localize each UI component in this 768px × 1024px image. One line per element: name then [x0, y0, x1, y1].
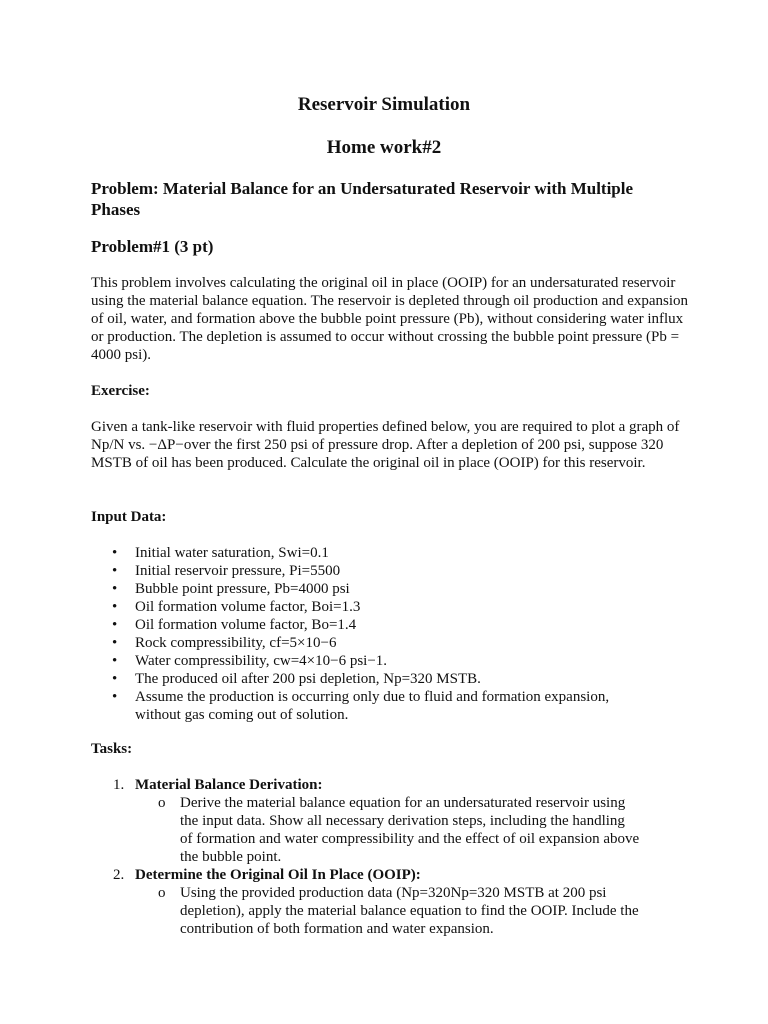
task-number: 2.: [113, 867, 125, 883]
bullet-icon: •: [112, 599, 118, 615]
input-data-label: Input Data:: [91, 509, 167, 525]
subtask-list: [135, 794, 661, 866]
exercise-paragraph: Given a tank-like reservoir with fluid properties defined below, you are required to plot a graph of Np/N vs. −ΔP−over the first 250 psi of pressure drop. After a depletion of 200 psi, suppose 320 MSTB of oil has been produced. Calculate the original oil in place (OOIP) for this reservoir.: [91, 419, 680, 471]
subtask-item: [135, 884, 640, 938]
list-item-text: Water compressibility, cw=4×10−6 psi−1.: [135, 653, 388, 669]
list-item: [91, 544, 651, 562]
task-title: Determine the Original Oil In Place (OOIP):: [135, 867, 421, 883]
bullet-icon: •: [112, 635, 118, 651]
task-item: [91, 776, 661, 866]
list-item: [91, 634, 651, 652]
list-item: [91, 670, 651, 688]
bullet-icon: •: [112, 545, 118, 561]
task-number: 1.: [113, 777, 125, 793]
subtask-item: [135, 794, 640, 866]
document-subtitle: Home work#2: [326, 137, 442, 158]
circle-bullet-icon: o: [158, 885, 166, 901]
input-data-list: [91, 544, 651, 724]
bullet-icon: •: [112, 671, 118, 687]
problem1-heading: Problem#1 (3 pt): [91, 237, 214, 256]
list-item: [91, 616, 651, 634]
bullet-icon: •: [112, 563, 118, 579]
list-item: [91, 598, 651, 616]
list-item: [91, 580, 651, 598]
intro-paragraph: This problem involves calculating the original oil in place (OOIP) for an undersaturated reservoir using the material balance equation. The reservoir is depleted through oil production and expansion of oil, water, and formation above the bubble point pressure (Pb), without considering water influx or production. The depletion is assumed to occur without crossing the bubble point pressure (Pb = 4000 psi).: [91, 275, 689, 363]
subtask-list: [135, 884, 661, 938]
list-item-text: Oil formation volume factor, Boi=1.3: [135, 599, 361, 615]
list-item: [91, 652, 651, 670]
circle-bullet-icon: o: [158, 795, 166, 811]
list-item-text: Bubble point pressure, Pb=4000 psi: [135, 581, 350, 597]
list-item: [91, 562, 651, 580]
bullet-icon: •: [112, 653, 118, 669]
bullet-icon: •: [112, 581, 118, 597]
subtask-text: Derive the material balance equation for an undersaturated reservoir using the input data. Show all necessary derivation steps, including the handling of formation and water compressibility and the effect of oil expansion above the bubble point.: [180, 795, 640, 865]
exercise-label: Exercise:: [91, 383, 150, 399]
task-title: Material Balance Derivation:: [135, 777, 323, 793]
list-item: [91, 688, 651, 724]
list-item-text: Oil formation volume factor, Bo=1.4: [135, 617, 357, 633]
list-item-text: Rock compressibility, cf=5×10−6: [135, 635, 337, 651]
list-item-text: Assume the production is occurring only due to fluid and formation expansion, without gas coming out of solution.: [135, 689, 610, 723]
list-item-text: Initial reservoir pressure, Pi=5500: [135, 563, 341, 579]
tasks-label: Tasks:: [91, 741, 133, 757]
list-item-text: The produced oil after 200 psi depletion, Np=320 MSTB.: [135, 671, 481, 687]
subtask-text: Using the provided production data (Np=320Np=320 MSTB at 200 psi depletion), apply the material balance equation to find the OOIP. Include the contribution of both formation and water expansion.: [180, 885, 639, 937]
tasks-list: [91, 776, 661, 938]
document-title: Reservoir Simulation: [297, 94, 471, 115]
bullet-icon: •: [112, 617, 118, 633]
bullet-icon: •: [112, 689, 118, 705]
list-item-text: Initial water saturation, Swi=0.1: [135, 545, 329, 561]
task-item: [91, 866, 661, 938]
problem-heading: Problem: Material Balance for an Undersaturated Reservoir with Multiple Phases: [91, 179, 634, 219]
